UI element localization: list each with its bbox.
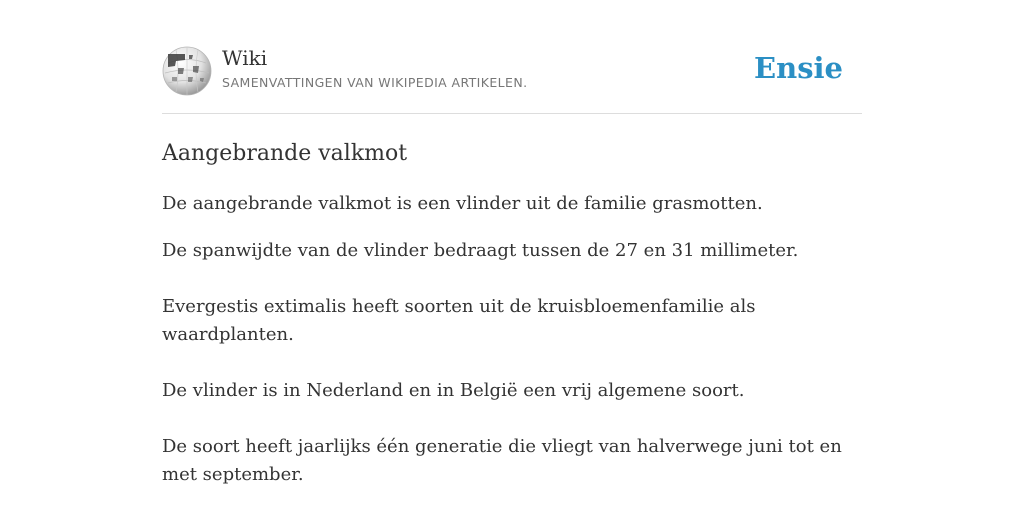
article-paragraph-1: De aangebrande valkmot is een vlinder uit de familie grasmotten.: [162, 193, 763, 214]
article-content: [162, 140, 862, 489]
site-title[interactable]: Wiki: [222, 46, 268, 70]
ensie-brand-link[interactable]: Ensie: [754, 51, 843, 85]
wikipedia-globe-icon[interactable]: [162, 46, 212, 96]
article-paragraph-5: De soort heeft jaarlijks één generatie die vliegt van halverwege juni tot en met september.: [162, 436, 842, 485]
page: [162, 0, 862, 489]
article-paragraph-2: De spanwijdte van de vlinder bedraagt tussen de 27 en 31 millimeter.: [162, 240, 799, 261]
article-paragraph-4: De vlinder is in Nederland en in België een vrij algemene soort.: [162, 380, 745, 401]
article-paragraph-3: Evergestis extimalis heeft soorten uit de kruisbloemenfamilie als waardplanten.: [162, 296, 756, 345]
article-title: Aangebrande valkmot: [162, 141, 408, 166]
site-tagline: SAMENVATTINGEN VAN WIKIPEDIA ARTIKELEN.: [222, 75, 528, 90]
site-header: [162, 46, 862, 114]
